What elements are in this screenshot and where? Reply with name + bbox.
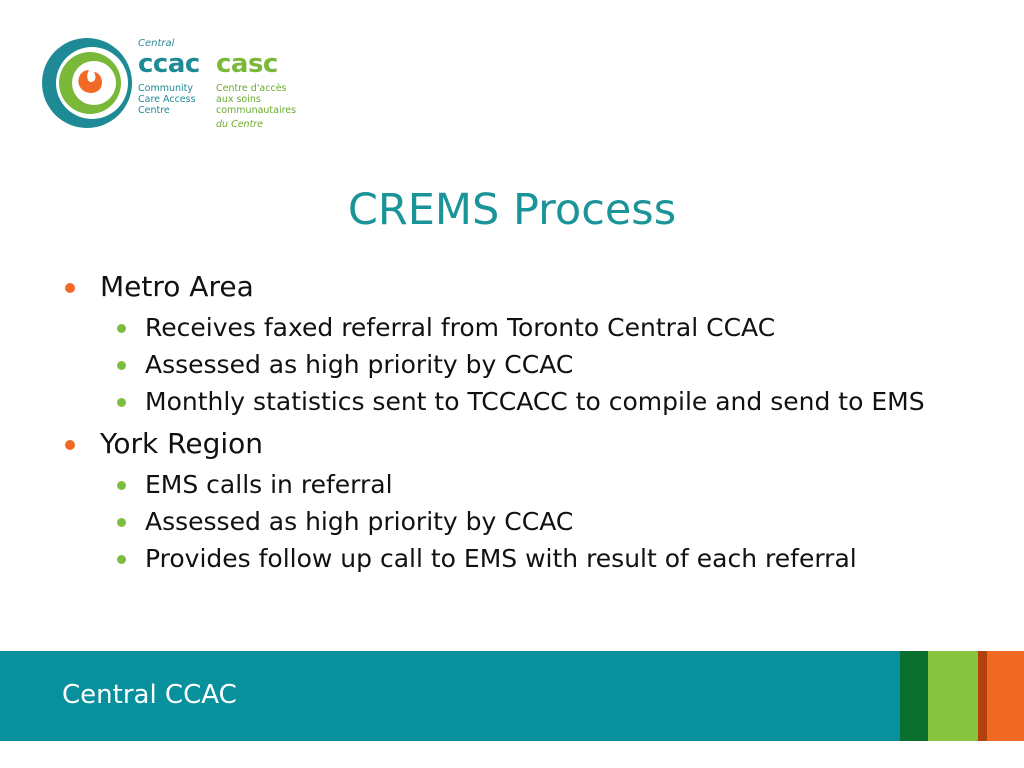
logo-french-tail: du Centre (216, 119, 264, 130)
footer-label: Central CCAC (62, 680, 237, 710)
logo-french-line: Centre d'accès (216, 83, 287, 94)
section-heading-metro (60, 268, 980, 306)
list-item-text: EMS calls in referral (145, 470, 393, 499)
slide-content (60, 266, 980, 574)
list-item-text: Monthly statistics sent to TCCACC to compile and send to EMS (145, 387, 925, 416)
logo-french-line: aux soins (216, 94, 261, 105)
logo-french-name (216, 83, 311, 130)
green-bullet-icon (117, 555, 126, 564)
list-item (60, 349, 935, 380)
green-bullet-icon (117, 398, 126, 407)
logo-english-name (138, 83, 212, 116)
section-heading-text: Metro Area (100, 270, 254, 303)
orange-bullet-icon (65, 283, 75, 293)
footer-stripe-dark-green (900, 651, 928, 741)
list-item (60, 469, 935, 500)
list-item-text: Assessed as high priority by CCAC (145, 350, 574, 379)
central-ccac-logo (40, 36, 300, 136)
logo-french-line: communautaires (216, 105, 297, 116)
logo-wordmark (138, 38, 308, 136)
logo-english-line: Centre (138, 105, 170, 116)
logo-central-label: Central (138, 38, 175, 49)
green-bullet-icon (117, 361, 126, 370)
list-item (60, 543, 935, 574)
logo-casc: casc (216, 49, 278, 79)
logo-english-line: Care Access (138, 94, 196, 105)
list-item (60, 506, 935, 537)
list-item (60, 386, 935, 417)
orange-bullet-icon (65, 440, 75, 450)
ccac-logo-mark-icon (40, 36, 134, 130)
green-bullet-icon (117, 324, 126, 333)
list-item-text: Assessed as high priority by CCAC (145, 507, 574, 536)
section-heading-york (60, 425, 980, 463)
logo-ccac: ccac (138, 49, 200, 79)
list-item (60, 312, 935, 343)
list-item-text: Receives faxed referral from Toronto Central CCAC (145, 313, 776, 342)
footer-bar (0, 651, 1024, 741)
footer-stripe-orange (987, 651, 1024, 741)
footer-stripe-light-green (928, 651, 978, 741)
list-item-text: Provides follow up call to EMS with result of each referral (145, 544, 857, 573)
section-heading-text: York Region (100, 427, 263, 460)
footer-stripe-brown (978, 651, 987, 741)
green-bullet-icon (117, 481, 126, 490)
logo-english-line: Community (138, 83, 193, 94)
green-bullet-icon (117, 518, 126, 527)
slide-title: CREMS Process (347, 185, 677, 235)
